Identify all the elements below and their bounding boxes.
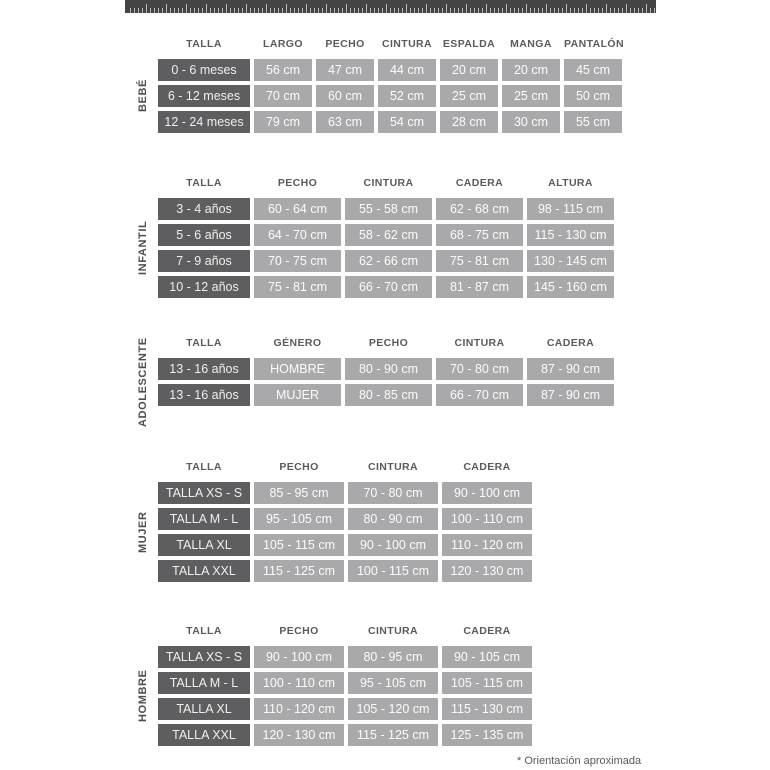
size-table-adolescente bbox=[137, 335, 614, 427]
measurement-cell: 20 cm bbox=[440, 59, 498, 81]
table-header-row bbox=[158, 623, 532, 639]
column-header: TALLA bbox=[186, 38, 222, 50]
measuring-tape-ruler bbox=[125, 0, 656, 13]
column-header: TALLA bbox=[186, 177, 222, 189]
column-header: ALTURA bbox=[548, 177, 593, 189]
size-label-cell: 6 - 12 meses bbox=[158, 85, 250, 107]
column-header: PECHO bbox=[368, 337, 409, 349]
measurement-cell: 105 - 115 cm bbox=[442, 672, 532, 694]
size-label-cell: 12 - 24 meses bbox=[158, 111, 250, 133]
measurement-cell: 25 cm bbox=[502, 85, 560, 107]
column-header: PECHO bbox=[279, 625, 319, 637]
measurement-cell: 100 - 110 cm bbox=[442, 508, 532, 530]
table-header-row bbox=[158, 36, 622, 52]
measurement-cell: 115 - 130 cm bbox=[442, 698, 532, 720]
size-label-cell: TALLA XXL bbox=[158, 724, 250, 746]
measurement-cell: HOMBRE bbox=[254, 358, 341, 380]
measurement-cell: 80 - 85 cm bbox=[345, 384, 432, 406]
measurement-cell: 45 cm bbox=[564, 59, 622, 81]
category-label-bebe: BEBÉ bbox=[137, 79, 149, 113]
measurement-cell: 100 - 110 cm bbox=[254, 672, 344, 694]
column-header: PECHO bbox=[279, 461, 319, 473]
size-label-cell: TALLA XS - S bbox=[158, 646, 250, 668]
measurement-cell: 70 - 75 cm bbox=[254, 250, 341, 272]
measurement-cell: 20 cm bbox=[502, 59, 560, 81]
measurement-cell: 30 cm bbox=[502, 111, 560, 133]
measurement-cell: 75 - 81 cm bbox=[436, 250, 523, 272]
column-header: CADERA bbox=[455, 177, 504, 189]
size-label-cell: 10 - 12 años bbox=[158, 276, 250, 298]
measurement-cell: 98 - 115 cm bbox=[527, 198, 614, 220]
measurement-cell: 105 - 115 cm bbox=[254, 534, 344, 556]
column-header: CADERA bbox=[463, 461, 511, 473]
table-body bbox=[158, 198, 614, 298]
column-header: CINTURA bbox=[367, 625, 419, 637]
measurement-cell: 80 - 90 cm bbox=[348, 508, 438, 530]
measurement-cell: 66 - 70 cm bbox=[345, 276, 432, 298]
measurement-cell: 80 - 90 cm bbox=[345, 358, 432, 380]
measurement-cell: 28 cm bbox=[440, 111, 498, 133]
measurement-cell: 105 - 120 cm bbox=[348, 698, 438, 720]
measurement-cell: 90 - 105 cm bbox=[442, 646, 532, 668]
measurement-cell: 95 - 105 cm bbox=[254, 508, 344, 530]
table-body bbox=[158, 482, 532, 582]
column-header: PECHO bbox=[277, 177, 318, 189]
column-header: ESPALDA bbox=[442, 38, 496, 50]
measurement-cell: 100 - 115 cm bbox=[348, 560, 438, 582]
measurement-cell: 145 - 160 cm bbox=[527, 276, 614, 298]
size-table-mujer bbox=[137, 459, 532, 582]
measurement-cell: 125 - 135 cm bbox=[442, 724, 532, 746]
column-header: GÉNERO bbox=[273, 337, 322, 349]
table-body bbox=[158, 59, 622, 133]
measurement-cell: 66 - 70 cm bbox=[436, 384, 523, 406]
measurement-cell: 70 - 80 cm bbox=[436, 358, 523, 380]
size-label-cell: 7 - 9 años bbox=[158, 250, 250, 272]
measurement-cell: 120 - 130 cm bbox=[442, 560, 532, 582]
measurement-cell: 50 cm bbox=[564, 85, 622, 107]
size-label-cell: TALLA M - L bbox=[158, 672, 250, 694]
measurement-cell: 52 cm bbox=[378, 85, 436, 107]
column-header: CINTURA bbox=[363, 177, 414, 189]
column-header: LARGO bbox=[263, 38, 303, 50]
table-body bbox=[158, 646, 532, 746]
measurement-cell: 75 - 81 cm bbox=[254, 276, 341, 298]
measurement-cell: 60 cm bbox=[316, 85, 374, 107]
table-header-row bbox=[158, 459, 532, 475]
size-label-cell: TALLA XXL bbox=[158, 560, 250, 582]
measurement-cell: 110 - 120 cm bbox=[254, 698, 344, 720]
measurement-cell: 87 - 90 cm bbox=[527, 384, 614, 406]
measurement-cell: 110 - 120 cm bbox=[442, 534, 532, 556]
column-header: CINTURA bbox=[381, 38, 433, 50]
measurement-cell: 90 - 100 cm bbox=[254, 646, 344, 668]
category-label-adolescente: ADOLESCENTE bbox=[137, 337, 149, 427]
measurement-cell: 90 - 100 cm bbox=[442, 482, 532, 504]
column-header: PECHO bbox=[325, 38, 365, 50]
measurement-cell: 54 cm bbox=[378, 111, 436, 133]
measurement-cell: 115 - 125 cm bbox=[348, 724, 438, 746]
measurement-cell: 68 - 75 cm bbox=[436, 224, 523, 246]
size-label-cell: 13 - 16 años bbox=[158, 358, 250, 380]
measurement-cell: 85 - 95 cm bbox=[254, 482, 344, 504]
measurement-cell: 70 cm bbox=[254, 85, 312, 107]
measurement-cell: 55 cm bbox=[564, 111, 622, 133]
measurement-cell: 47 cm bbox=[316, 59, 374, 81]
category-label-infantil: INFANTIL bbox=[137, 220, 149, 276]
measurement-cell: 44 cm bbox=[378, 59, 436, 81]
column-header: TALLA bbox=[186, 625, 222, 637]
size-label-cell: TALLA XL bbox=[158, 698, 250, 720]
size-label-cell: 5 - 6 años bbox=[158, 224, 250, 246]
size-label-cell: 0 - 6 meses bbox=[158, 59, 250, 81]
column-header: TALLA bbox=[186, 461, 222, 473]
measurement-cell: 63 cm bbox=[316, 111, 374, 133]
measurement-cell: 81 - 87 cm bbox=[436, 276, 523, 298]
measurement-cell: 79 cm bbox=[254, 111, 312, 133]
size-table-infantil bbox=[137, 175, 614, 298]
size-label-cell: TALLA M - L bbox=[158, 508, 250, 530]
category-label-hombre: HOMBRE bbox=[137, 669, 149, 723]
size-label-cell: TALLA XS - S bbox=[158, 482, 250, 504]
size-table-bebe bbox=[137, 36, 624, 133]
measurement-cell: 62 - 66 cm bbox=[345, 250, 432, 272]
table-body bbox=[158, 358, 614, 406]
measurement-cell: 56 cm bbox=[254, 59, 312, 81]
column-header: CINTURA bbox=[454, 337, 505, 349]
measurement-cell: 55 - 58 cm bbox=[345, 198, 432, 220]
column-header: MANGA bbox=[510, 38, 552, 50]
column-header: CADERA bbox=[546, 337, 595, 349]
measurement-cell: 62 - 68 cm bbox=[436, 198, 523, 220]
category-label-mujer: MUJER bbox=[137, 511, 149, 553]
size-label-cell: 13 - 16 años bbox=[158, 384, 250, 406]
measurement-cell: 58 - 62 cm bbox=[345, 224, 432, 246]
measurement-cell: 87 - 90 cm bbox=[527, 358, 614, 380]
measurement-cell: 120 - 130 cm bbox=[254, 724, 344, 746]
table-header-row bbox=[158, 335, 614, 351]
column-header: CINTURA bbox=[367, 461, 419, 473]
measurement-cell: 25 cm bbox=[440, 85, 498, 107]
column-header: CADERA bbox=[463, 625, 511, 637]
size-label-cell: 3 - 4 años bbox=[158, 198, 250, 220]
measurement-cell: 90 - 100 cm bbox=[348, 534, 438, 556]
measurement-cell: 95 - 105 cm bbox=[348, 672, 438, 694]
measurement-cell: 80 - 95 cm bbox=[348, 646, 438, 668]
measurement-cell: 115 - 130 cm bbox=[527, 224, 614, 246]
column-header: TALLA bbox=[186, 337, 222, 349]
size-table-hombre bbox=[137, 623, 532, 746]
measurement-cell: 60 - 64 cm bbox=[254, 198, 341, 220]
measurement-cell: 115 - 125 cm bbox=[254, 560, 344, 582]
size-label-cell: TALLA XL bbox=[158, 534, 250, 556]
measurement-cell: 130 - 145 cm bbox=[527, 250, 614, 272]
measurement-cell: MUJER bbox=[254, 384, 341, 406]
measurement-cell: 64 - 70 cm bbox=[254, 224, 341, 246]
approximation-footnote: * Orientación aproximada bbox=[517, 755, 642, 767]
column-header: PANTALÓN bbox=[564, 38, 624, 50]
measurement-cell: 70 - 80 cm bbox=[348, 482, 438, 504]
table-header-row bbox=[158, 175, 614, 191]
